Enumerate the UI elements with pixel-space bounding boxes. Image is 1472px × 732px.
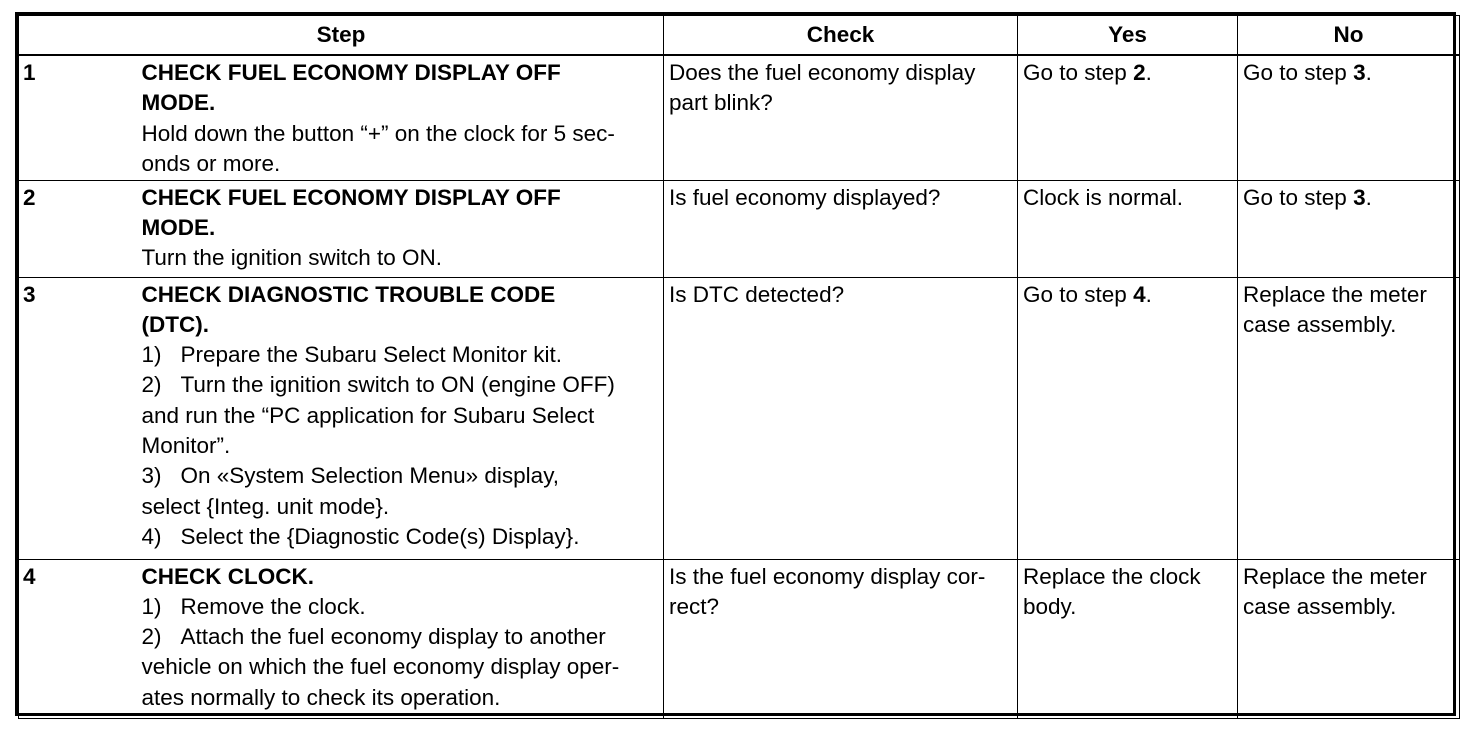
yes-step-ref: 4: [1133, 281, 1146, 307]
sub-step-line: vehicle on which the fuel economy display oper-: [141, 654, 620, 680]
yes-cell: [1018, 277, 1238, 559]
sub-step-index: 1): [141, 593, 162, 619]
sub-step-line: Prepare the Subaru Select Monitor kit.: [180, 342, 562, 368]
table-row-3: [19, 277, 1460, 559]
yes-text: Go to step: [1023, 60, 1134, 85]
step-title: [142, 58, 659, 119]
step-title-line: (DTC).: [141, 311, 209, 337]
yes-cell: [1018, 559, 1238, 718]
troubleshooting-table: [18, 15, 1460, 719]
no-text-line: case assembly.: [1243, 311, 1397, 337]
table-row-4: [19, 559, 1460, 718]
step-title-line: CHECK FUEL ECONOMY DISPLAY OFF: [141, 184, 561, 210]
sub-step-line: Select the {Diagnostic Code(s) Display}.: [180, 523, 580, 549]
header-step: Step: [19, 16, 664, 56]
yes-cell: [1018, 180, 1238, 277]
yes-text: Clock is normal.: [1023, 184, 1184, 210]
no-text-line: Replace the meter: [1243, 563, 1427, 589]
step-number: 4: [19, 559, 142, 718]
step-number: 2: [19, 180, 142, 277]
check-text-line: Is fuel economy displayed?: [669, 184, 941, 210]
step-title: [142, 183, 659, 244]
check-cell: [664, 277, 1018, 559]
no-text: Go to step: [1243, 184, 1354, 210]
step-number: 1: [19, 55, 142, 180]
no-cell: [1238, 55, 1460, 180]
sub-step-item: [142, 461, 659, 522]
step-number: 3: [19, 277, 142, 559]
no-text: Go to step: [1243, 60, 1354, 85]
no-text-end: .: [1365, 184, 1372, 210]
no-step-ref: 3: [1353, 184, 1366, 210]
step-title: [142, 280, 659, 341]
sub-step-line: and run the “PC application for Subaru Select: [141, 402, 595, 428]
step-description: [142, 55, 664, 180]
sub-step-index: 2): [141, 372, 162, 398]
sub-step-line: Attach the fuel economy display to another: [180, 624, 606, 650]
no-cell: [1238, 180, 1460, 277]
no-step-ref: 3: [1353, 60, 1366, 85]
header-no: No: [1238, 16, 1460, 56]
check-text-line: Does the fuel economy display: [669, 60, 976, 85]
step-description: [142, 559, 664, 718]
sub-step-index: 4): [141, 523, 162, 549]
yes-text: Go to step: [1023, 281, 1134, 307]
yes-step-ref: 2: [1133, 60, 1146, 85]
step-text-line: onds or more.: [141, 150, 281, 176]
no-text-end: .: [1365, 60, 1372, 85]
check-text-line: part blink?: [669, 90, 773, 116]
sub-step-item: [142, 370, 659, 461]
step-title-line: CHECK FUEL ECONOMY DISPLAY OFF: [141, 60, 561, 85]
step-title-line: MODE.: [141, 90, 216, 116]
check-text-line: rect?: [669, 593, 720, 619]
sub-step-line: ates normally to check its operation.: [141, 684, 501, 710]
check-text-line: Is DTC detected?: [669, 281, 845, 307]
yes-text-line: Replace the clock: [1023, 563, 1201, 589]
sub-step-item: [142, 340, 659, 370]
step-title: [142, 562, 659, 592]
check-cell: [664, 559, 1018, 718]
sub-step-index: 3): [141, 463, 162, 489]
no-cell: [1238, 559, 1460, 718]
sub-step-line: Turn the ignition switch to ON (engine OFF): [180, 372, 615, 398]
check-cell: [664, 180, 1018, 277]
troubleshooting-table-frame: [15, 12, 1456, 716]
step-title-line: CHECK CLOCK.: [141, 563, 314, 589]
yes-text-end: .: [1145, 281, 1152, 307]
check-text-line: Is the fuel economy display cor-: [669, 563, 986, 589]
yes-cell: [1018, 55, 1238, 180]
step-description: [142, 180, 664, 277]
step-text-line: Turn the ignition switch to ON.: [141, 245, 443, 271]
sub-step-line: Monitor”.: [141, 432, 231, 458]
sub-step-line: On «System Selection Menu» display,: [180, 463, 560, 489]
no-cell: [1238, 277, 1460, 559]
sub-step-item: [142, 522, 659, 552]
step-description: [142, 277, 664, 559]
yes-text-line: body.: [1023, 593, 1077, 619]
step-title-line: CHECK DIAGNOSTIC TROUBLE CODE: [141, 281, 556, 307]
header-check: Check: [664, 16, 1018, 56]
step-text-line: Hold down the button “+” on the clock for 5 sec-: [141, 120, 615, 146]
check-cell: [664, 55, 1018, 180]
table-row-2: [19, 180, 1460, 277]
sub-step-item: [142, 592, 659, 622]
sub-step-line: select {Integ. unit mode}.: [141, 493, 390, 519]
no-text-line: Replace the meter: [1243, 281, 1427, 307]
sub-step-line: Remove the clock.: [180, 593, 366, 619]
no-text-line: case assembly.: [1243, 593, 1397, 619]
step-title-line: MODE.: [141, 214, 216, 240]
sub-step-index: 1): [141, 342, 162, 368]
table-row-1: [19, 55, 1460, 180]
sub-step-item: [142, 622, 659, 713]
header-yes: Yes: [1018, 16, 1238, 56]
sub-step-index: 2): [141, 624, 162, 650]
header-row: [19, 16, 1460, 56]
yes-text-end: .: [1145, 60, 1152, 85]
